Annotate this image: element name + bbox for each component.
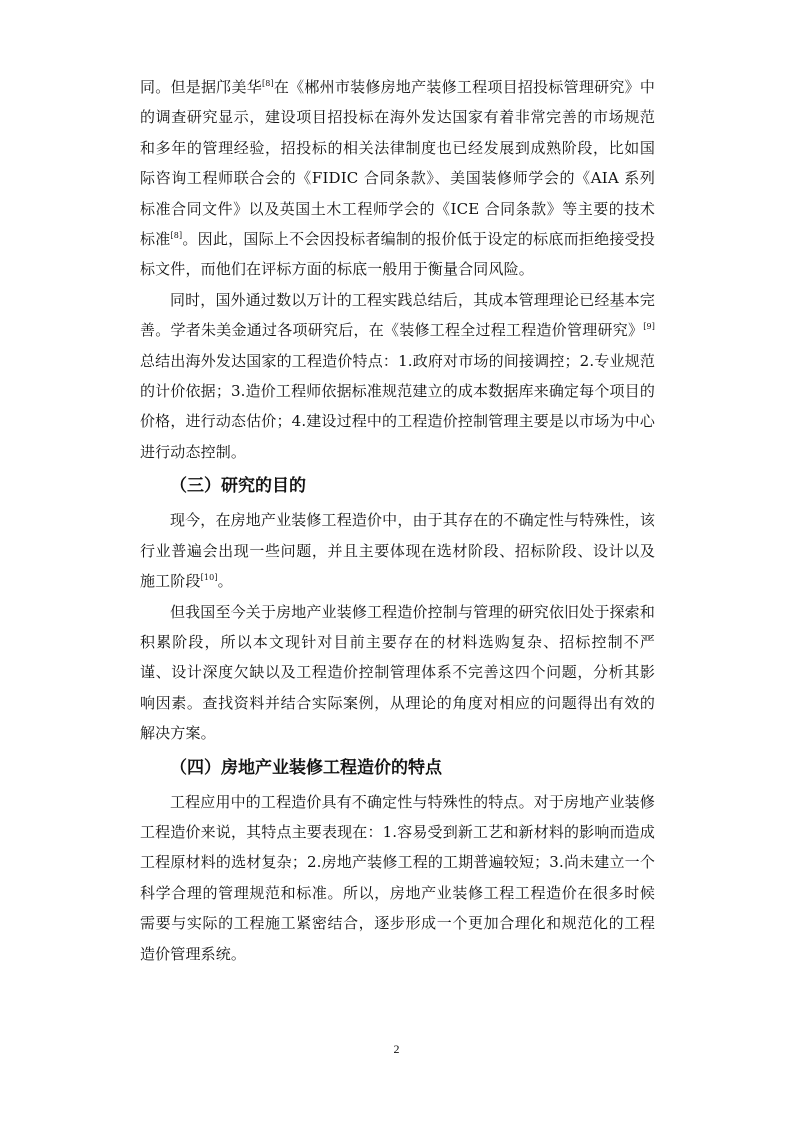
page-number: 2 (393, 1042, 400, 1056)
text-segment: 总结出海外发达国家的工程造价特点：1.政府对市场的间接调控；2.专业规范的计价依据；3.造价工程师依据标准规范建立的成本数据库来确定每个项目的价格，进行动态估价；4.建设过程中的工程造价控制管理主要是以市场为中心进行动态控制。 (140, 351, 655, 461)
section-heading-research-purpose: （三）研究的目的 (170, 476, 306, 497)
text-segment: 。因此，国际上不会因投标者编制的报价低于设定的标底而拒绝接受投标文件，而他们在评标方面的标底一般用于衡量合同风险。 (140, 230, 655, 279)
text-segment: 现今，在房地产业装修工程造价中，由于其存在的不确定性与特殊性，该行业普遍会出现一些问题，并且主要体现在选材阶段、招标阶段、设计以及施工阶段 (140, 511, 655, 591)
text-segment: 。 (217, 572, 233, 591)
paragraph-characteristics: 工程应用中的工程造价具有不确定性与特殊性的特点。对于房地产业装修工程造价来说，其特点主要表现在：1.容易受到新工艺和新材料的影响而造成工程原材料的选材复杂；2.房地产装修工程的工期普遍较短；3.尚未建立一个科学合理的管理规范和标准。所以，房地产业装修工程工程造价在很多时候需要与实际的工程施工紧密结合，逐步形成一个更加合理化和规范化的工程造价管理系统。 (140, 792, 655, 963)
paragraph-research-scope: 但我国至今关于房地产业装修工程造价控制与管理的研究依旧处于探索和积累阶段，所以本文现针对目前主要存在的材料选购复杂、招标控制不严谨、设计深度欠缺以及工程造价控制管理体系不完善这四个问题，分析其影响因素。查找资料并结合实际案例，从理论的角度对相应的问题得出有效的解决方案。 (140, 602, 655, 743)
paragraph-continuation (140, 72, 655, 285)
citation-ref: [10] (200, 573, 218, 583)
text-segment: 同时，国外通过数以万计的工程实践总结后，其成本管理理论已经基本完善。学者朱美金通过各项研究后，在《装修工程全过程工程造价管理研究》 (140, 290, 655, 340)
text-segment: 同。但是据邝美华 (140, 78, 262, 96)
paragraph-foreign-cost-management (140, 285, 655, 467)
section-heading-cost-characteristics: （四）房地产业装修工程造价的特点 (170, 757, 442, 778)
citation-ref: [9] (643, 322, 655, 332)
page-body (140, 72, 655, 969)
text-segment: 在《郴州市装修房地产装修工程项目招投标管理研究》中的调查研究显示，建设项目招投标在海外发达国家有着非常完善的市场规范和多年的管理经验，招投标的相关法律制度也已经发展到成熟阶段，比如国际咨询工程师联合会的《FIDIC 合同条款》、美国装修师学会的《AIA 系列标准合同文件》以及英国土木工程师学会的《ICE 合同条款》等主要的技术标准 (140, 78, 655, 249)
citation-ref: [8] (170, 231, 183, 241)
paragraph-current-problems (140, 505, 655, 596)
citation-ref: [8] (262, 79, 274, 88)
